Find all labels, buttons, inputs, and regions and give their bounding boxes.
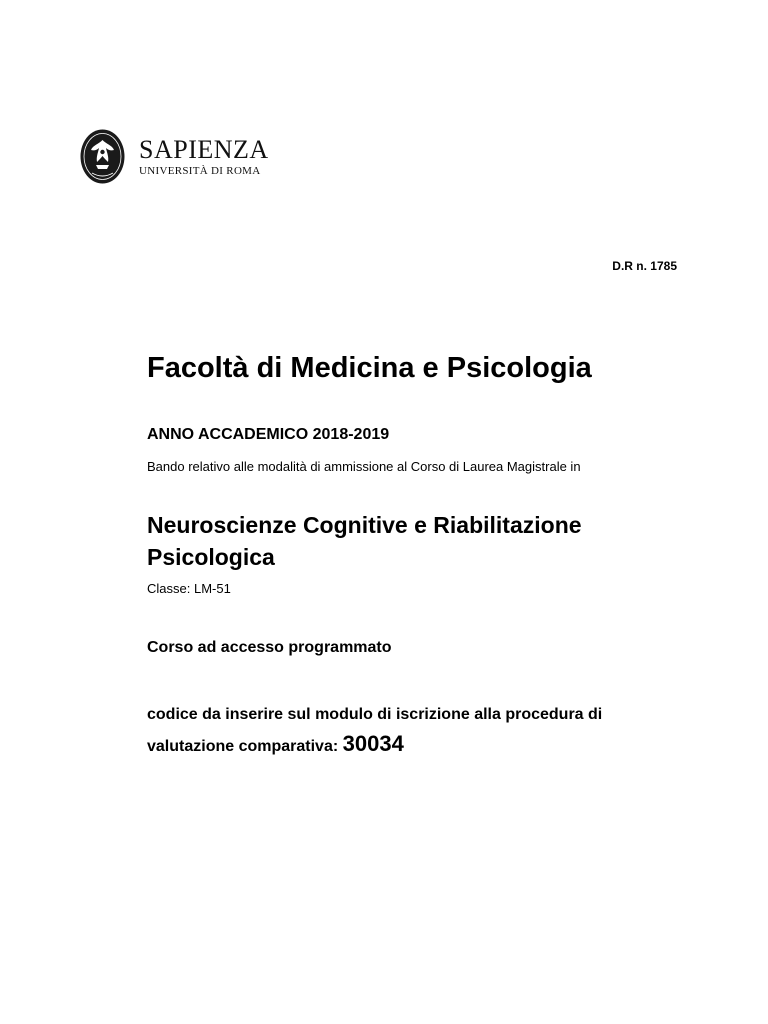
academic-year: ANNO ACCADEMICO 2018-2019 — [147, 426, 390, 443]
decree-number: D.R n. 1785 — [612, 259, 677, 273]
course-class: Classe: LM-51 — [147, 581, 231, 596]
access-type: Corso ad accesso programmato — [147, 639, 392, 656]
university-logo — [80, 129, 269, 184]
faculty-title: Facoltà di Medicina e Psicologia — [147, 352, 592, 384]
university-subtitle: UNIVERSITÀ DI ROMA — [139, 164, 261, 177]
code-value: 30034 — [342, 731, 404, 756]
university-name: SAPIENZA — [139, 134, 269, 164]
bando-description: Bando relativo alle modalità di ammissione al Corso di Laurea Magistrale in — [147, 459, 581, 474]
sapienza-seal-icon — [80, 129, 125, 184]
code-paragraph — [147, 700, 677, 761]
course-title: Neuroscienze Cognitive e Riabilitazione Psicologica — [147, 512, 582, 570]
code-instructions: codice da inserire sul modulo di iscrizione alla procedura di valutazione comparativa: — [147, 706, 603, 755]
